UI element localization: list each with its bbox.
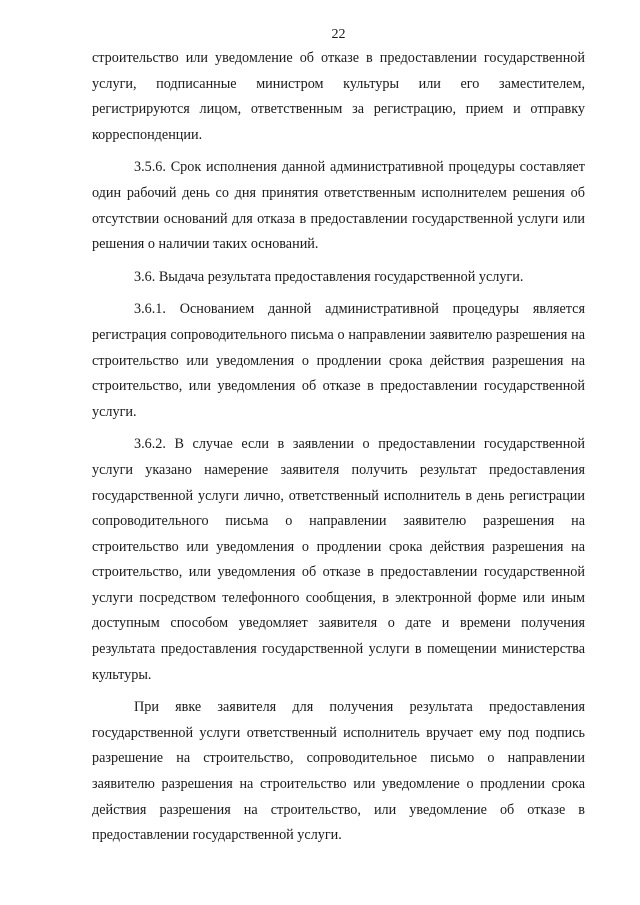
paragraph-3-5-6: 3.5.6. Срок исполнения данной административной процедуры составляет один рабочий день со дня принятия ответственным исполнителем решения об отсутствии оснований для отказа в предоставлении государственной услуги или решения о наличии таких оснований.	[92, 159, 585, 253]
page-number: 22	[331, 27, 346, 42]
section-heading-3-6: 3.6. Выдача результата предоставления государственной услуги.	[134, 268, 524, 285]
paragraph-issuance: При явке заявителя для получения результата предоставления государственной услуги ответственный исполнитель вручает ему под подпись разрешение на строительство, сопроводительное письмо о направлении заявителю разрешения на строительство или уведомление о продлении срока действия разрешения на строительство, или уведомление об отказе в предоставлении государственной услуги.	[92, 699, 585, 844]
paragraph-3-6-1: 3.6.1. Основанием данной административной процедуры является регистрация сопроводительного письма о направлении заявителю разрешения на строительство или уведомления о продлении срока действия разрешения на строительство, или уведомления об отказе в предоставлении государственной услуги.	[92, 301, 585, 420]
document-body	[92, 46, 585, 849]
paragraph-continuation: строительство или уведомление об отказе в предоставлении государственной услуги, подписанные министром культуры или его заместителем, регистрируются лицом, ответственным за регистрацию, прием и отправку корреспонденции.	[92, 50, 585, 143]
paragraph-3-6-2: 3.6.2. В случае если в заявлении о предоставлении государственной услуги указано намерение заявителя получить результат предоставления государственной услуги лично, ответственный исполнитель в день регистрации сопроводительного письма о направлении заявителю разрешения на строительство или уведомления о продлении срока действия разрешения на строительство, или уведомления об отказе в предоставлении государственной услуги посредством телефонного сообщения, в электронной форме или иным доступным способом уведомляет заявителя о дате и времени получения результата предоставления государственной услуги в помещении министерства культуры.	[92, 436, 585, 683]
